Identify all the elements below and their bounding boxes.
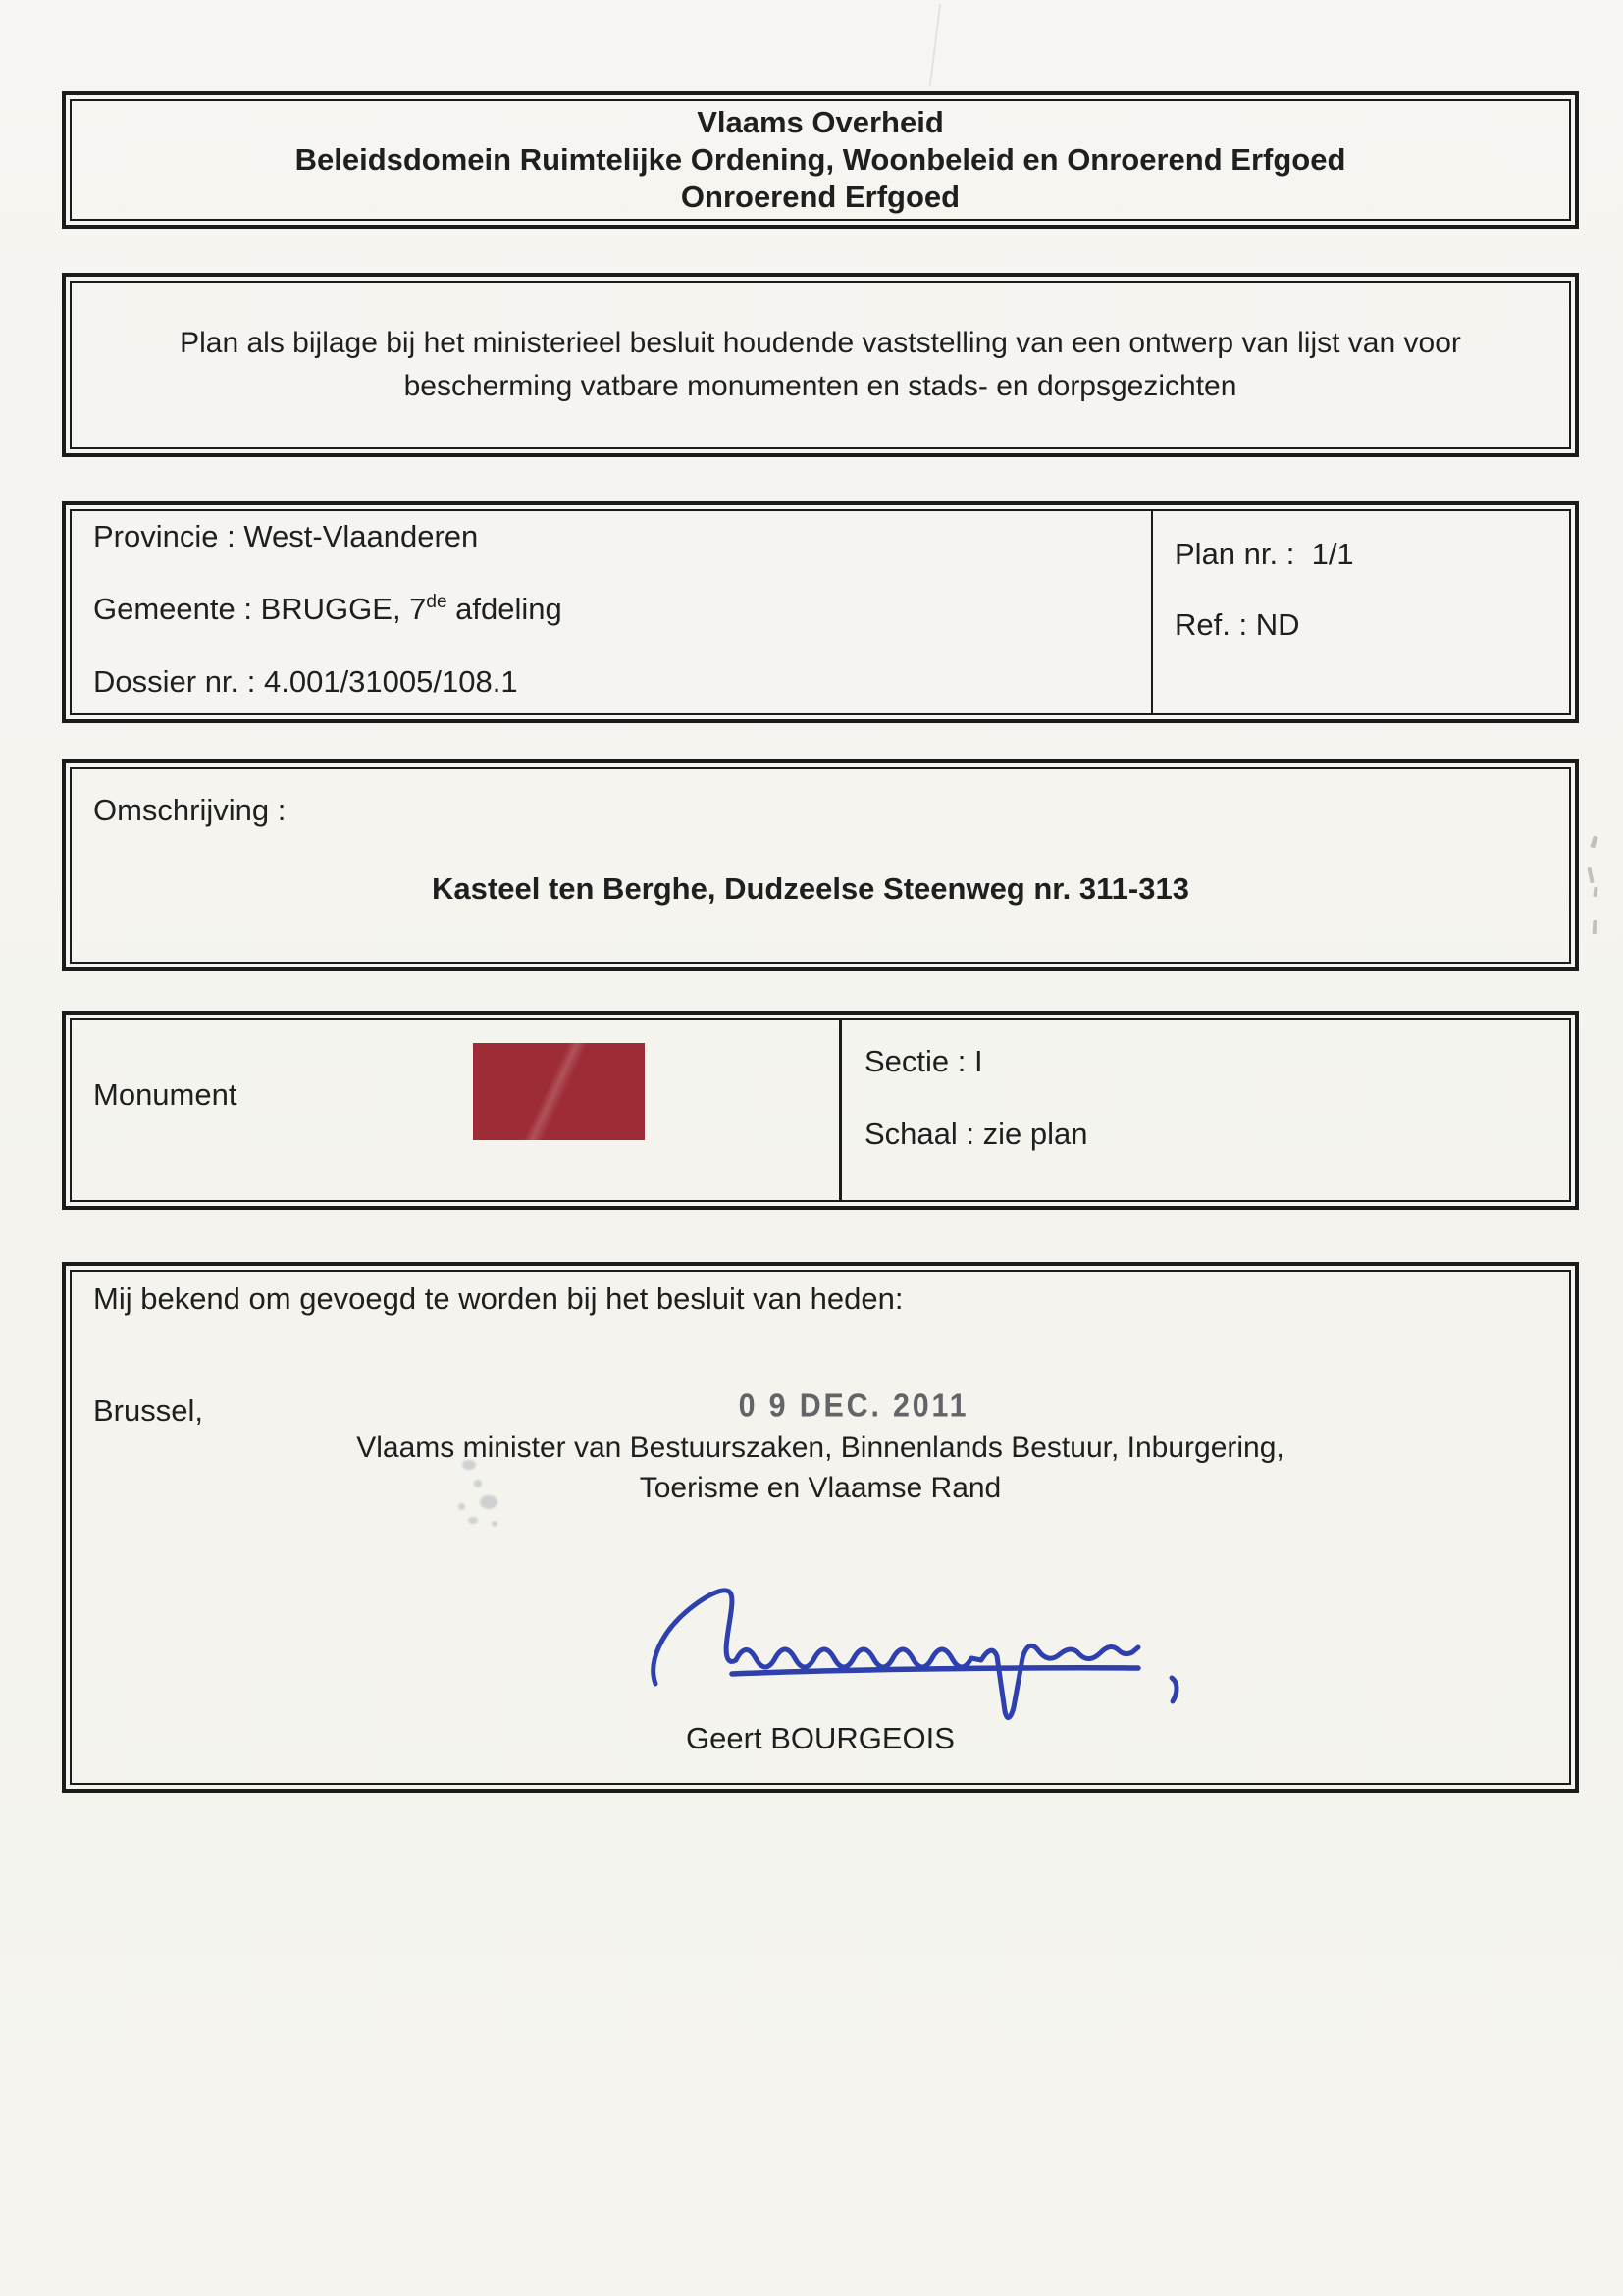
handwritten-signature xyxy=(636,1582,1205,1739)
signature-box xyxy=(62,1262,1579,1793)
scan-speck xyxy=(1593,920,1597,934)
legend-box xyxy=(62,1011,1579,1210)
description-value: Kasteel ten Berghe, Dudzeelse Steenweg nr. 311-313 xyxy=(432,871,1189,906)
org-agency: Onroerend Erfgoed xyxy=(680,180,961,214)
scan-crease xyxy=(929,4,941,86)
subject-box xyxy=(62,273,1579,457)
description-label: Omschrijving : xyxy=(93,793,287,827)
org-domain: Beleidsdomein Ruimtelijke Ordening, Woonbeleid en Onroerend Erfgoed xyxy=(294,142,1346,177)
dossier-field: Dossier nr. : 4.001/31005/108.1 xyxy=(93,664,518,699)
minister-title-line-2: Toerisme en Vlaamse Rand xyxy=(639,1472,1002,1504)
description-box xyxy=(62,759,1579,971)
legend-label: Monument xyxy=(93,1077,237,1112)
known-statement: Mij bekend om gevoegd te worden bij het besluit van heden: xyxy=(93,1281,904,1316)
scale-field: Schaal : zie plan xyxy=(864,1117,1088,1151)
plan-number-field: Plan nr. : 1/1 xyxy=(1175,537,1354,571)
ordinal-superscript: de xyxy=(426,592,447,612)
section-field: Sectie : I xyxy=(864,1044,983,1078)
municipality-field: Gemeente : BRUGGE, 7de afdeling xyxy=(93,592,562,626)
scan-speck xyxy=(1590,836,1597,849)
scan-speck xyxy=(1593,887,1597,897)
subject-line-1: Plan als bijlage bij het ministerieel besluit houdende vaststelling van een ontwerp van lijst van voor xyxy=(180,327,1461,359)
org-title: Vlaams Overheid xyxy=(697,105,944,139)
file-info-box xyxy=(62,501,1579,723)
reference-field: Ref. : ND xyxy=(1175,607,1300,642)
header-box xyxy=(62,91,1579,229)
subject-line-2: bescherming vatbare monumenten en stads- en dorpsgezichten xyxy=(403,370,1237,402)
province-field: Provincie : West-Vlaanderen xyxy=(93,519,479,553)
column-divider xyxy=(1151,511,1153,713)
monument-color-swatch xyxy=(473,1043,645,1140)
pencil-smudge xyxy=(452,1458,511,1537)
signer-name: Geert BOURGEOIS xyxy=(686,1721,955,1755)
minister-title-line-1: Vlaams minister van Bestuurszaken, Binnenlands Bestuur, Inburgering, xyxy=(356,1432,1284,1464)
date-stamp: 0 9 DEC. 2011 xyxy=(738,1386,969,1424)
city-field: Brussel, xyxy=(93,1393,203,1428)
column-divider xyxy=(839,1020,842,1200)
scan-speck xyxy=(1587,867,1594,883)
